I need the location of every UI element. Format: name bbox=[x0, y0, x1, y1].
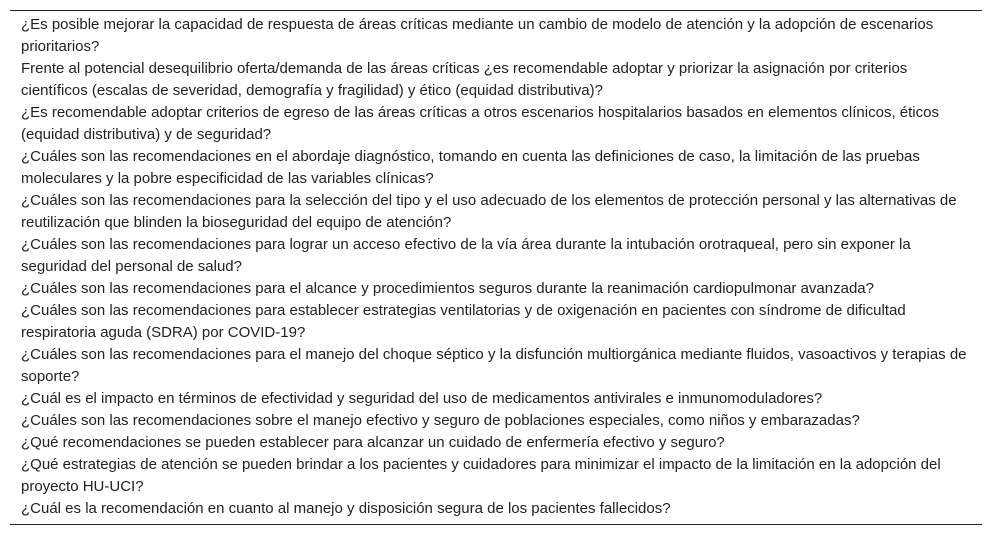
question-row: ¿Qué recomendaciones se pueden establecer para alcanzar un cuidado de enfermería efectivo y seguro? bbox=[21, 434, 725, 451]
question-row: ¿Es posible mejorar la capacidad de respuesta de áreas críticas mediante un cambio de modelo de atención y la adopción de escenarios prioritarios? bbox=[21, 16, 934, 55]
question-row: ¿Cuáles son las recomendaciones para lograr un acceso efectivo de la vía área durante la intubación orotraqueal, pero sin exponer la seguridad del personal de salud? bbox=[21, 236, 911, 275]
question-row: ¿Cuáles son las recomendaciones en el abordaje diagnóstico, tomando en cuenta las definiciones de caso, la limitación de las pruebas moleculares y la pobre especificidad de las variables clínicas? bbox=[21, 148, 920, 187]
question-row: ¿Cuál es el impacto en términos de efectividad y seguridad del uso de medicamentos antivirales e inmunomoduladores? bbox=[21, 390, 823, 407]
question-row: ¿Es recomendable adoptar criterios de egreso de las áreas críticas a otros escenarios hospitalarios basados en elementos clínicos, éticos (equidad distributiva) y de seguridad? bbox=[21, 104, 939, 143]
question-row: ¿Cuáles son las recomendaciones para establecer estrategias ventilatorias y de oxigenación en pacientes con síndrome de dificultad respiratoria aguda (SDRA) por COVID-19? bbox=[21, 302, 906, 341]
question-row: ¿Cuáles son las recomendaciones para el alcance y procedimientos seguros durante la reanimación cardiopulmonar avanzada? bbox=[21, 280, 874, 297]
question-row: ¿Qué estrategias de atención se pueden brindar a los pacientes y cuidadores para minimizar el impacto de la limitación en la adopción del proyecto HU-UCI? bbox=[21, 456, 941, 495]
question-row: Frente al potencial desequilibrio oferta/demanda de las áreas críticas ¿es recomendable adoptar y priorizar la asignación por criterios científicos (escalas de severidad, demografía y fragilidad) y ético (equidad distributiva)? bbox=[21, 60, 908, 99]
question-row: ¿Cuáles son las recomendaciones para la selección del tipo y el uso adecuado de los elementos de protección personal y las alternativas de reutilización que blinden la bioseguridad del equipo de atención? bbox=[21, 192, 957, 231]
questions-table bbox=[10, 10, 982, 525]
question-row: ¿Cuáles son las recomendaciones para el manejo del choque séptico y la disfunción multiorgánica mediante fluidos, vasoactivos y terapias de soporte? bbox=[21, 346, 967, 385]
question-row: ¿Cuál es la recomendación en cuanto al manejo y disposición segura de los pacientes fallecidos? bbox=[21, 500, 671, 517]
questions-list bbox=[10, 11, 982, 524]
question-row: ¿Cuáles son las recomendaciones sobre el manejo efectivo y seguro de poblaciones especiales, como niños y embarazadas? bbox=[21, 412, 860, 429]
